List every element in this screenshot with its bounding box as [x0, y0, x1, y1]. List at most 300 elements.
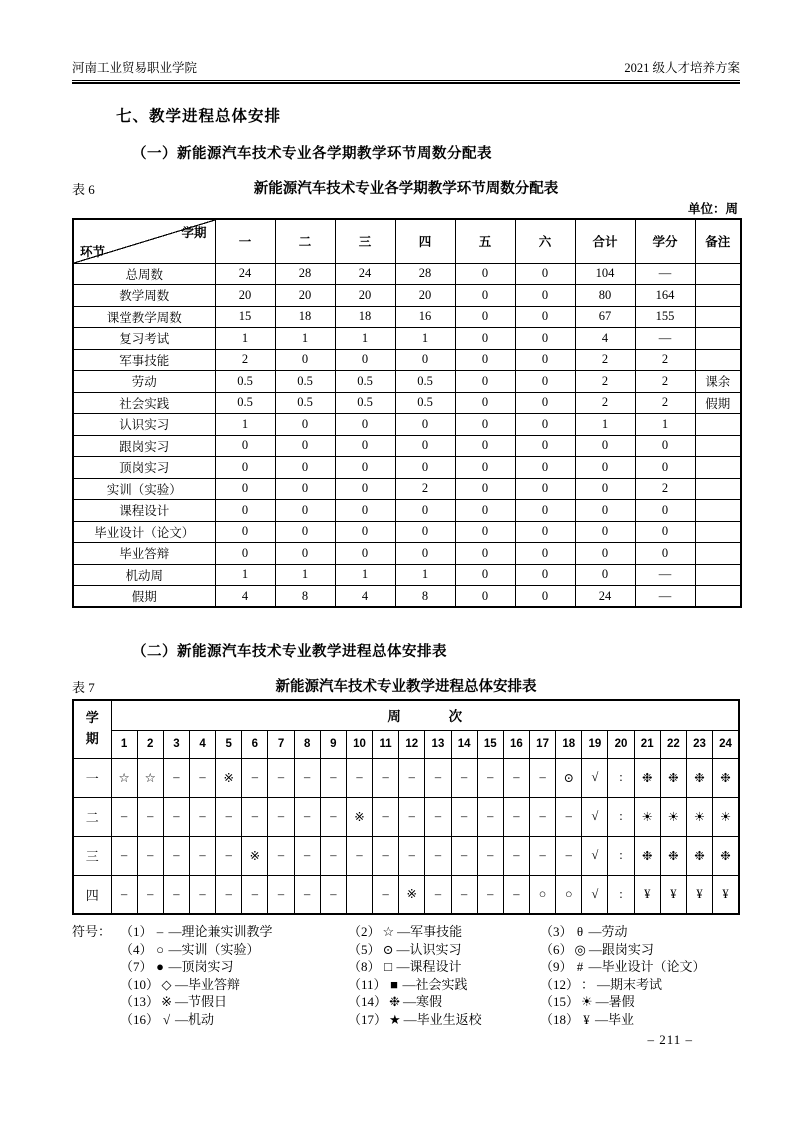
table7-week-number: 7	[268, 730, 294, 758]
legend-item-desc: —跟岗实习	[588, 941, 654, 957]
table6-column-header: 六	[515, 219, 575, 263]
table6-cell: 1	[635, 414, 695, 436]
table6-row-label: 毕业答辩	[73, 543, 215, 565]
legend-item	[348, 1011, 540, 1029]
table7-week-cell: ☀	[660, 797, 686, 836]
table6-row	[73, 435, 741, 457]
legend-prefix	[72, 976, 120, 994]
table7-week-cell: –	[137, 836, 163, 875]
table7-week-cell: –	[451, 836, 477, 875]
table6-cell: 0.5	[335, 392, 395, 414]
legend-item	[120, 993, 348, 1011]
table7-week-cell: :	[608, 758, 634, 797]
table7-week-cell: –	[451, 797, 477, 836]
table7-semester-row	[73, 797, 739, 836]
table6-cell: 0	[215, 435, 275, 457]
table7-semester-row	[73, 758, 739, 797]
table7-week-cell: –	[189, 875, 215, 914]
legend-item-number: （7）	[120, 959, 153, 974]
table6-cell: 1	[395, 328, 455, 350]
table7-week-cell: –	[189, 758, 215, 797]
legend-item	[540, 976, 740, 994]
legend-prefix: 符号：	[72, 924, 112, 939]
unit-note: 单位：周	[687, 202, 738, 216]
legend-row	[72, 941, 740, 959]
table7-week-cell: ❉	[660, 836, 686, 875]
table7-week-cell: –	[111, 836, 137, 875]
table6-cell: 0	[395, 521, 455, 543]
table7-week-cell: –	[320, 836, 346, 875]
table6-cell: 0	[335, 414, 395, 436]
legend-item-symbol: ❉	[389, 994, 400, 1009]
table7-week-cell: ※	[346, 797, 372, 836]
table7-week-cell: :	[608, 875, 634, 914]
table6-column-header: 学分	[635, 219, 695, 263]
table7-week-cell: –	[294, 875, 320, 914]
table7-week-cell: –	[425, 836, 451, 875]
table7-week-cell: √	[582, 875, 608, 914]
table6-cell: 0	[455, 500, 515, 522]
table7-corner-semester: 学期	[73, 700, 111, 758]
legend-item	[540, 993, 740, 1011]
table6-row	[73, 328, 741, 350]
table6-corner-cell	[73, 219, 215, 263]
table7-week-number: 14	[451, 730, 477, 758]
table7-week-cell: ¥	[634, 875, 660, 914]
table7-week-cell: –	[268, 797, 294, 836]
legend-item	[120, 923, 348, 941]
table6-row-label: 复习考试	[73, 328, 215, 350]
table6-cell: 0	[575, 478, 635, 500]
table6-cell: 0	[335, 457, 395, 479]
table6-cell: 0	[515, 414, 575, 436]
table7-week-cell: –	[477, 875, 503, 914]
table6-cell: 20	[215, 285, 275, 307]
legend-item-symbol: ◇	[161, 976, 172, 992]
table7-week-cell: –	[503, 758, 529, 797]
table6-row-label: 课程设计	[73, 500, 215, 522]
table7-week-cell: –	[477, 797, 503, 836]
table6-cell: 0	[635, 457, 695, 479]
table6-cell: 1	[395, 564, 455, 586]
legend-item-desc: —社会实践	[402, 976, 468, 992]
table6-cell: 0	[455, 435, 515, 457]
table7-week-cell: –	[425, 875, 451, 914]
legend-item-number: （16）	[120, 1011, 160, 1027]
table7-semester-row	[73, 836, 739, 875]
table7-week-cell: –	[503, 797, 529, 836]
table7-week-cell: ⊙	[556, 758, 582, 797]
table6-cell: 0	[455, 328, 515, 350]
table6-cell: 1	[275, 564, 335, 586]
legend-item-symbol: □	[384, 959, 392, 974]
table6-cell: 0	[515, 392, 575, 414]
legend-item-desc: —期末考试	[597, 976, 663, 992]
legend-item-desc: —顶岗实习	[168, 959, 234, 974]
legend-item-desc: —毕业生返校	[403, 1011, 482, 1027]
table7-week-cell: ❉	[686, 758, 712, 797]
legend-item	[348, 941, 540, 959]
legend-item-symbol: √	[162, 1011, 171, 1027]
table6-row-label: 认识实习	[73, 414, 215, 436]
legend-item-symbol: ○	[156, 941, 164, 957]
table7-week-cell: –	[320, 875, 346, 914]
table6-cell: 0	[395, 414, 455, 436]
table7-week-cell: ☆	[111, 758, 137, 797]
table7-week-cell: –	[373, 797, 399, 836]
table7-week-number: 12	[399, 730, 425, 758]
table7-week-cell: –	[137, 797, 163, 836]
table6-column-header: 二	[275, 219, 335, 263]
table6-row	[73, 457, 741, 479]
table6-cell: 0	[635, 500, 695, 522]
table7-week-cell: –	[242, 797, 268, 836]
table6-cell	[695, 521, 741, 543]
table6-cell: 0	[455, 414, 515, 436]
legend-item-desc: —机动	[175, 1011, 215, 1027]
table6-cell: 0.5	[215, 392, 275, 414]
table7-week-cell: ○	[530, 875, 556, 914]
table6-row	[73, 371, 741, 393]
table6-cell: 0	[455, 478, 515, 500]
table6-cell: 0	[275, 521, 335, 543]
table6-cell: —	[635, 586, 695, 608]
table6-cell: 0	[515, 349, 575, 371]
table6-cell: 0	[455, 457, 515, 479]
table6-cell: 20	[275, 285, 335, 307]
table6-row	[73, 543, 741, 565]
table6-cell: 0	[335, 349, 395, 371]
table7-schedule-table	[72, 699, 740, 915]
table6-cell: 24	[575, 586, 635, 608]
table6-cell: 0	[515, 306, 575, 328]
table7-header-row-1	[73, 700, 739, 730]
legend-item	[348, 976, 540, 994]
table6-row	[73, 478, 741, 500]
legend-item-desc: —理论兼实训教学	[168, 924, 273, 939]
table6-cell	[695, 328, 741, 350]
legend-item-number: （8）	[348, 959, 381, 974]
table6-caption-row	[72, 177, 740, 197]
table6-cell: 18	[335, 306, 395, 328]
table6-row	[73, 521, 741, 543]
table6-row-label: 顶岗实习	[73, 457, 215, 479]
table7-week-cell: –	[503, 875, 529, 914]
table6-row-label: 实训（实验）	[73, 478, 215, 500]
table7-week-cell: –	[425, 797, 451, 836]
table7-week-number: 2	[137, 730, 163, 758]
table6-cell: 0.5	[275, 392, 335, 414]
table6-cell: 1	[335, 564, 395, 586]
corner-stage-label: 环节	[80, 244, 106, 259]
legend-item-desc: —毕业	[595, 1011, 635, 1027]
table6-cell: 0	[275, 500, 335, 522]
legend-item	[348, 923, 540, 941]
table7-week-cell: ❉	[713, 758, 739, 797]
legend-item-desc: —认识实习	[396, 941, 462, 957]
table7-week-number: 11	[373, 730, 399, 758]
table7-week-cell: :	[608, 797, 634, 836]
table6-row-label: 跟岗实习	[73, 435, 215, 457]
table6-header-row	[73, 219, 741, 263]
legend-item	[120, 941, 348, 959]
table7-week-cell: ※	[399, 875, 425, 914]
header-school-name: 河南工业贸易职业学院	[72, 61, 198, 75]
table6-cell: —	[635, 564, 695, 586]
legend-item	[540, 941, 740, 959]
table7-week-cell: –	[137, 875, 163, 914]
table6-cell	[695, 306, 741, 328]
subsection-1-title: （一）新能源汽车技术专业各学期教学环节周数分配表	[132, 146, 492, 162]
table6-title: 新能源汽车技术专业各学期教学环节周数分配表	[253, 181, 559, 197]
table7-week-cell: –	[399, 836, 425, 875]
table7-week-cell: √	[582, 836, 608, 875]
table7-week-cell: –	[399, 758, 425, 797]
table6-cell: 8	[395, 586, 455, 608]
table6-cell: 0	[215, 500, 275, 522]
table6-cell: 0	[575, 457, 635, 479]
table7-week-cell: –	[216, 797, 242, 836]
legend-item-number: （15）	[540, 994, 580, 1009]
table6-row-label: 社会实践	[73, 392, 215, 414]
table6-cell: 0	[275, 543, 335, 565]
legend-row	[72, 976, 740, 994]
table7-week-cell: ❉	[713, 836, 739, 875]
legend-item-symbol: ☀	[581, 994, 593, 1009]
table6-cell: 80	[575, 285, 635, 307]
table6-cell: 2	[395, 478, 455, 500]
table6-cell: 假期	[695, 392, 741, 414]
legend-item-symbol: #	[576, 959, 584, 974]
table7-week-cell: –	[163, 758, 189, 797]
table6-cell: 0	[275, 414, 335, 436]
legend-item-symbol: ◎	[574, 941, 586, 957]
legend-row	[72, 923, 740, 941]
table6-row	[73, 392, 741, 414]
table6-cell: 4	[575, 328, 635, 350]
table6-cell: 0	[395, 457, 455, 479]
legend-prefix	[72, 958, 120, 976]
table7-week-cell: –	[373, 836, 399, 875]
table7-week-cell: ※	[216, 758, 242, 797]
table6-cell: 4	[215, 586, 275, 608]
table6-cell	[695, 263, 741, 285]
table7-week-cell: –	[425, 758, 451, 797]
table6-cell: 2	[575, 392, 635, 414]
table7-week-cell: √	[582, 758, 608, 797]
table6-cell: 0	[215, 457, 275, 479]
table6-cell: 0	[335, 500, 395, 522]
table6-cell: 0	[515, 500, 575, 522]
section-title: 七、教学进程总体安排	[116, 108, 282, 125]
table6-cell	[695, 586, 741, 608]
table7-week-number: 21	[634, 730, 660, 758]
table7-week-cell: ¥	[713, 875, 739, 914]
table6-cell: 2	[575, 371, 635, 393]
table6-cell: 0	[335, 521, 395, 543]
table6-cell: 0	[395, 500, 455, 522]
table7-title: 新能源汽车技术专业教学进程总体安排表	[275, 679, 537, 695]
table6-row-label: 机动周	[73, 564, 215, 586]
corner-semester-label: 学期	[181, 226, 207, 240]
table6-cell: 0.5	[395, 371, 455, 393]
table7-week-cell: :	[608, 836, 634, 875]
legend-item	[120, 958, 348, 976]
table6-cell: 0	[575, 521, 635, 543]
legend-item	[120, 976, 348, 994]
table7-week-cell: –	[111, 875, 137, 914]
legend-item-number: （14）	[348, 994, 388, 1009]
header-plan-name: 2021 级人才培养方案	[624, 61, 740, 75]
table6-label: 表 6	[72, 182, 95, 197]
legend-prefix	[72, 1011, 120, 1029]
legend-item-symbol: ★	[389, 1011, 401, 1027]
table7-week-cell: ○	[556, 875, 582, 914]
table6-cell: 0	[575, 500, 635, 522]
table6-cell: 课余	[695, 371, 741, 393]
table6-cell	[695, 285, 741, 307]
table7-week-cell: –	[268, 758, 294, 797]
legend-prefix	[72, 993, 120, 1011]
legend-item-desc: —劳动	[588, 924, 628, 939]
table7-week-cell: –	[530, 758, 556, 797]
table7-week-number: 22	[660, 730, 686, 758]
table7-week-cell: –	[477, 758, 503, 797]
table7-week-number: 15	[477, 730, 503, 758]
table7-semester-label: 四	[73, 875, 111, 914]
legend-item-number: （1）	[120, 924, 153, 939]
table7-week-cell: –	[503, 836, 529, 875]
table6-cell: 0	[635, 521, 695, 543]
legend-item-number: （10）	[120, 976, 160, 992]
table6-column-header: 合计	[575, 219, 635, 263]
table7-body	[73, 758, 739, 914]
page-header	[72, 58, 740, 80]
table7-semester-label: 一	[73, 758, 111, 797]
legend-prefix	[72, 941, 120, 959]
table7-week-cell: –	[163, 797, 189, 836]
table7-week-cell: –	[216, 836, 242, 875]
table6-cell: 0	[455, 586, 515, 608]
table6-cell: 0	[455, 521, 515, 543]
legend-item-number: （4）	[120, 941, 153, 957]
table6-cell: 0	[575, 435, 635, 457]
table7-week-number: 6	[242, 730, 268, 758]
legend-item-number: （3）	[540, 924, 573, 939]
table6-cell: 0	[515, 435, 575, 457]
table7-week-cell: ❉	[686, 836, 712, 875]
table7-week-number: 3	[163, 730, 189, 758]
table7-week-cell: –	[346, 836, 372, 875]
table6-weeks-allocation-table	[72, 218, 742, 608]
table7-label: 表 7	[72, 680, 95, 695]
table6-row	[73, 306, 741, 328]
table6-cell: 15	[215, 306, 275, 328]
table6-cell: 24	[335, 263, 395, 285]
table6-cell: 4	[335, 586, 395, 608]
table7-week-cell: –	[320, 797, 346, 836]
table7-week-number: 13	[425, 730, 451, 758]
table6-cell: 104	[575, 263, 635, 285]
legend-item-desc: —课程设计	[396, 959, 462, 974]
legend-item-number: （9）	[540, 959, 573, 974]
table7-week-number: 1	[111, 730, 137, 758]
table7-week-cell: –	[294, 836, 320, 875]
table7-week-cell: –	[556, 797, 582, 836]
table6-cell: 0	[215, 478, 275, 500]
table6-cell: 1	[215, 414, 275, 436]
table6-cell: 0	[515, 586, 575, 608]
table6-row-label: 总周数	[73, 263, 215, 285]
table6-column-header: 备注	[695, 219, 741, 263]
legend-item-symbol: θ	[576, 924, 584, 939]
table7-week-cell: –	[451, 758, 477, 797]
table6-cell: 2	[215, 349, 275, 371]
legend-item-desc: —军事技能	[397, 924, 463, 939]
table7-week-cell: –	[373, 758, 399, 797]
table6-cell	[695, 414, 741, 436]
table7-week-number: 17	[530, 730, 556, 758]
table6-cell	[695, 435, 741, 457]
legend-item-symbol: ⊙	[382, 941, 394, 957]
table7-week-cell: –	[242, 758, 268, 797]
table6-cell: 0	[215, 543, 275, 565]
table6-cell: 0	[515, 371, 575, 393]
legend-item-number: （12）	[540, 976, 580, 992]
table6-cell: 0	[215, 521, 275, 543]
table6-body	[73, 263, 741, 607]
table6-cell: 0	[515, 285, 575, 307]
table6-cell: 0	[395, 349, 455, 371]
table7-week-number: 5	[216, 730, 242, 758]
table7-week-cell: ☀	[686, 797, 712, 836]
table7-caption-row	[72, 675, 740, 695]
legend-item-symbol: ¥	[583, 1011, 590, 1027]
table6-cell: 1	[575, 414, 635, 436]
table6-cell: 1	[335, 328, 395, 350]
table6-cell: 0.5	[275, 371, 335, 393]
table6-row	[73, 500, 741, 522]
table6-cell: 1	[215, 564, 275, 586]
table7-week-cell: √	[582, 797, 608, 836]
table7-semester-row	[73, 875, 739, 914]
legend-item-desc: —节假日	[175, 994, 228, 1009]
table6-cell: 0	[635, 543, 695, 565]
table7-week-cell: –	[530, 797, 556, 836]
table6-cell: 0	[455, 306, 515, 328]
table6-cell: 0	[515, 263, 575, 285]
table6-cell: 0	[575, 564, 635, 586]
table6-row-label: 教学周数	[73, 285, 215, 307]
table6-cell: —	[635, 328, 695, 350]
table6-cell: 2	[635, 371, 695, 393]
table6-cell: 0	[335, 543, 395, 565]
table7-week-cell: ※	[242, 836, 268, 875]
table6-cell: 0	[455, 371, 515, 393]
table6-cell: 2	[635, 349, 695, 371]
table7-week-number: 8	[294, 730, 320, 758]
table7-week-number: 4	[189, 730, 215, 758]
table7-week-cell: –	[111, 797, 137, 836]
table6-cell	[695, 478, 741, 500]
table7-week-cell: ❉	[634, 836, 660, 875]
table7-week-cell: –	[163, 836, 189, 875]
table7-week-cell: ☀	[634, 797, 660, 836]
table6-cell: 28	[275, 263, 335, 285]
table7-week-cell: ❉	[660, 758, 686, 797]
table6-row	[73, 414, 741, 436]
table7-week-cell: –	[189, 836, 215, 875]
